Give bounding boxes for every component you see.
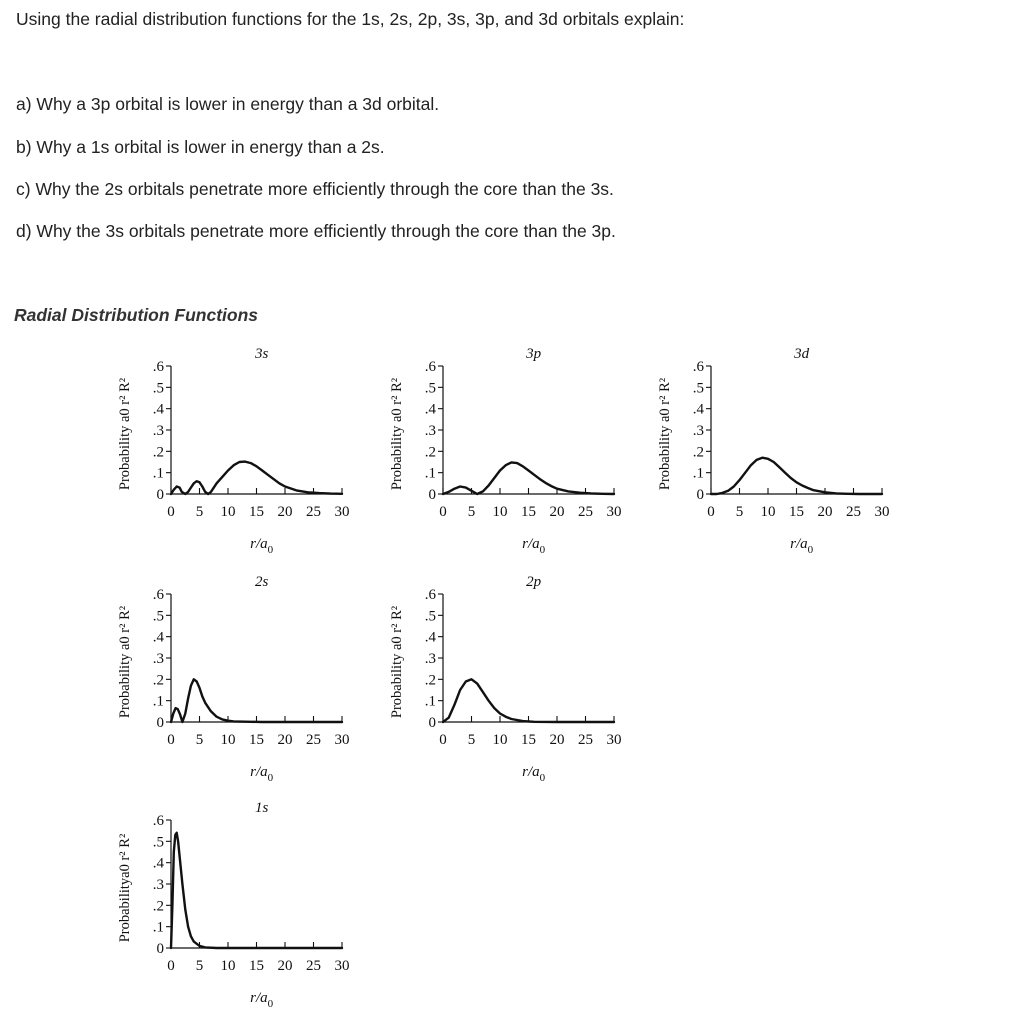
y-tick-label: .4 [152, 629, 164, 646]
x-tick-label: 20 [817, 504, 833, 520]
x-tick-label: 10 [220, 504, 236, 520]
question-part-b: b) Why a 1s orbital is lower in energy than a 2s. [16, 137, 385, 157]
chart-1s [117, 800, 350, 1010]
y-tick-label: .1 [692, 465, 704, 482]
x-tick-label: 5 [195, 732, 204, 748]
x-tick-label: 15 [249, 958, 264, 974]
chart-2s [117, 574, 350, 784]
x-tick-label: 15 [789, 504, 804, 520]
x-tick-label: 25 [306, 958, 321, 974]
y-tick-label: .3 [152, 423, 164, 439]
y-tick-label: .4 [152, 855, 164, 872]
y-tick-label: .1 [424, 465, 436, 482]
x-axis-label: $r/a_0$ [250, 990, 274, 1010]
x-tick-label: 15 [249, 504, 264, 520]
x-tick-label: 5 [195, 504, 204, 520]
x-tick-label: 30 [874, 504, 890, 520]
y-tick-label: .3 [692, 423, 704, 439]
chart-title: 3d [794, 346, 810, 362]
chart-3d [657, 346, 890, 556]
y-tick-label: .3 [424, 651, 436, 667]
chart-title: 3s [254, 346, 269, 362]
x-tick-label: 30 [606, 504, 622, 520]
x-tick-label: 20 [549, 732, 565, 748]
x-axis-label: $r/a_0$ [522, 764, 546, 784]
y-tick-label: .5 [424, 608, 436, 625]
x-tick-label: 0 [167, 958, 175, 974]
y-tick-label: .6 [424, 587, 436, 603]
x-tick-label: 20 [277, 958, 293, 974]
chart-3s [117, 346, 350, 556]
x-tick-label: 30 [334, 732, 350, 748]
y-tick-label: .6 [152, 813, 164, 829]
question-part-c: c) Why the 2s orbitals penetrate more efficiently through the core than the 3s. [16, 179, 614, 199]
x-tick-label: 0 [439, 732, 447, 748]
y-tick-label: .6 [692, 359, 704, 375]
x-tick-label: 25 [578, 732, 593, 748]
x-tick-label: 15 [521, 504, 536, 520]
y-tick-label: .1 [424, 693, 436, 710]
y-tick-label: .5 [152, 380, 164, 397]
chart-title: 3p [526, 346, 542, 362]
chart-title: 2p [526, 574, 542, 590]
y-tick-label: 0 [156, 487, 164, 503]
x-tick-label: 10 [220, 732, 236, 748]
y-axis-label: Probability a0 r² R² [389, 377, 405, 491]
y-tick-label: .5 [424, 380, 436, 397]
series-line-2p [443, 679, 614, 722]
x-axis-label: $r/a_0$ [250, 764, 274, 784]
x-tick-label: 20 [277, 504, 293, 520]
x-tick-label: 25 [306, 732, 321, 748]
y-axis-label: Probability a0 r² R² [117, 377, 133, 491]
x-tick-label: 5 [735, 504, 744, 520]
question-part-a: a) Why a 3p orbital is lower in energy than a 3d orbital. [16, 94, 440, 114]
x-tick-label: 30 [334, 958, 350, 974]
y-axis-label: Probabilitya0 r² R² [117, 833, 133, 943]
x-tick-label: 30 [334, 504, 350, 520]
x-axis-label: $r/a_0$ [522, 536, 546, 556]
y-tick-label: .4 [152, 401, 164, 418]
chart-title: 1s [254, 800, 269, 816]
y-tick-label: .3 [424, 423, 436, 439]
chart-2p [389, 574, 622, 784]
y-tick-label: 0 [428, 487, 436, 503]
y-tick-label: .2 [424, 672, 436, 689]
y-tick-label: .1 [152, 693, 164, 710]
x-axis-label: $r/a_0$ [250, 536, 274, 556]
y-tick-label: .2 [152, 444, 164, 461]
x-tick-label: 10 [760, 504, 776, 520]
y-axis-label: Probability a0 r² R² [657, 377, 673, 491]
x-tick-label: 5 [467, 504, 476, 520]
section-heading: Radial Distribution Functions [14, 305, 259, 325]
y-axis-label: Probability a0 r² R² [389, 605, 405, 719]
y-tick-label: .2 [424, 444, 436, 461]
x-tick-label: 5 [195, 958, 204, 974]
x-tick-label: 5 [467, 732, 476, 748]
y-tick-label: .2 [152, 898, 164, 915]
series-line-1s [171, 833, 342, 948]
y-tick-label: 0 [156, 715, 164, 731]
y-tick-label: .1 [152, 919, 164, 936]
x-tick-label: 10 [492, 504, 508, 520]
y-tick-label: .4 [692, 401, 704, 418]
y-tick-label: .5 [152, 608, 164, 625]
question-part-d: d) Why the 3s orbitals penetrate more efficiently through the core than the 3p. [16, 221, 616, 241]
y-tick-label: 0 [428, 715, 436, 731]
chart-3p [389, 346, 622, 556]
x-tick-label: 25 [846, 504, 861, 520]
y-tick-label: .2 [692, 444, 704, 461]
y-tick-label: .6 [152, 587, 164, 603]
y-tick-label: .6 [424, 359, 436, 375]
y-axis-label: Probability a0 r² R² [117, 605, 133, 719]
x-axis-label: $r/a_0$ [790, 536, 814, 556]
x-tick-label: 20 [277, 732, 293, 748]
x-tick-label: 0 [439, 504, 447, 520]
x-tick-label: 10 [220, 958, 236, 974]
y-tick-label: .2 [152, 672, 164, 689]
chart-title: 2s [254, 574, 269, 590]
y-tick-label: .6 [152, 359, 164, 375]
y-tick-label: .3 [152, 877, 164, 893]
question-intro: Using the radial distribution functions for the 1s, 2s, 2p, 3s, 3p, and 3d orbitals explain: [16, 9, 685, 29]
y-tick-label: .5 [152, 834, 164, 851]
y-tick-label: 0 [156, 941, 164, 957]
y-tick-label: .5 [692, 380, 704, 397]
y-tick-label: .3 [152, 651, 164, 667]
series-line-2s [171, 679, 342, 722]
x-tick-label: 15 [521, 732, 536, 748]
x-tick-label: 25 [306, 504, 321, 520]
x-tick-label: 25 [578, 504, 593, 520]
x-tick-label: 0 [167, 732, 175, 748]
x-tick-label: 30 [606, 732, 622, 748]
x-tick-label: 10 [492, 732, 508, 748]
y-tick-label: .4 [424, 401, 436, 418]
y-tick-label: .1 [152, 465, 164, 482]
x-tick-label: 20 [549, 504, 565, 520]
y-tick-label: .4 [424, 629, 436, 646]
y-tick-label: 0 [696, 487, 704, 503]
x-tick-label: 0 [707, 504, 715, 520]
x-tick-label: 0 [167, 504, 175, 520]
x-tick-label: 15 [249, 732, 264, 748]
